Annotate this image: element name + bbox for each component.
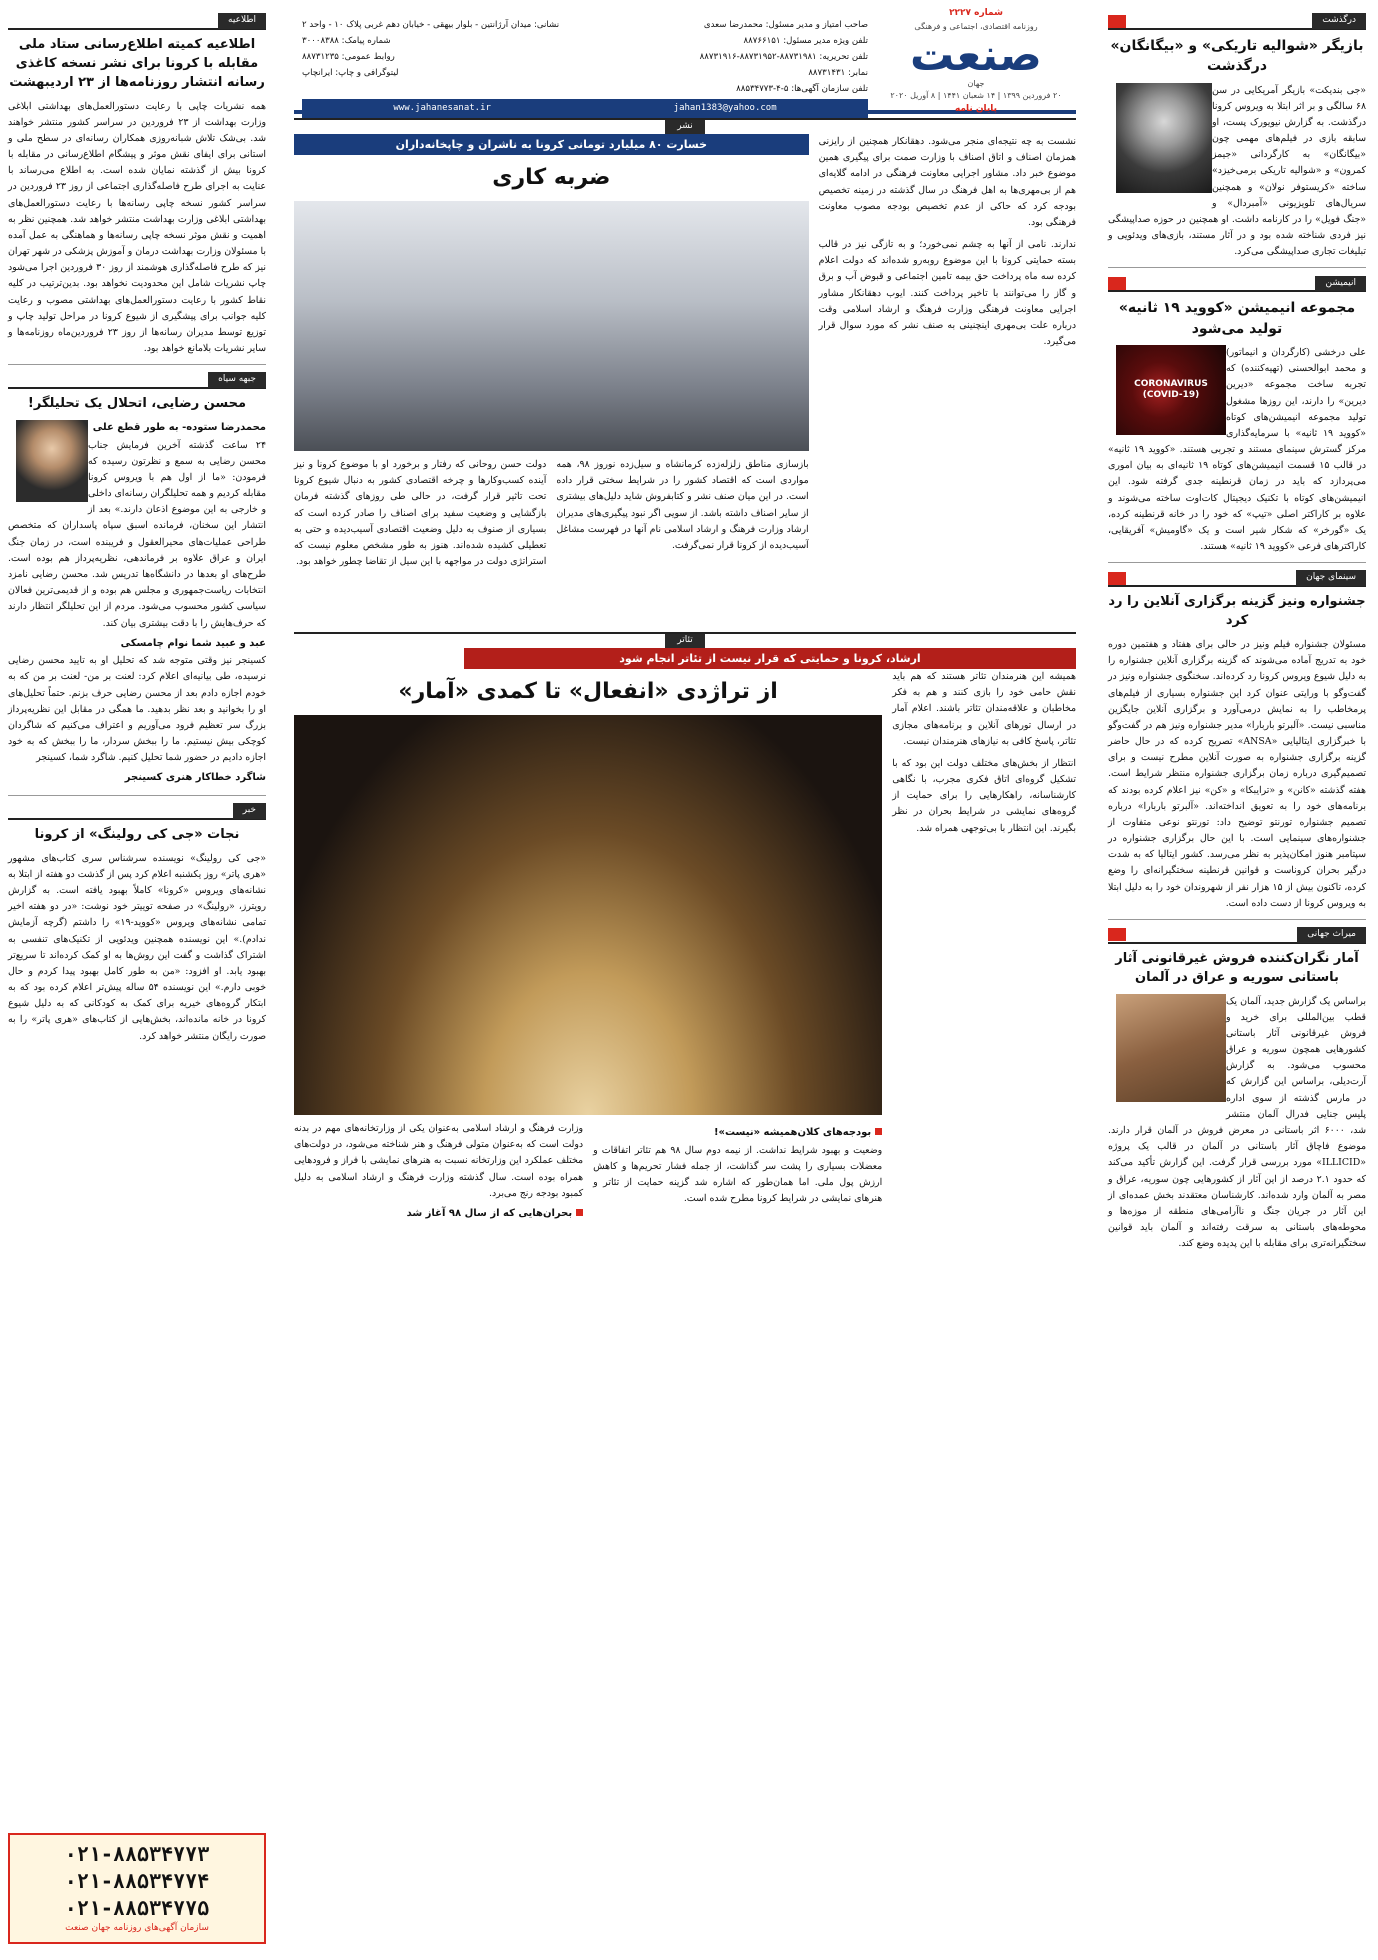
- theater-kicker: ارشاد، کرونا و حمایتی که قرار نیست از تئاتر انجام شود: [464, 648, 1076, 669]
- info-cell: تلفن سازمان آگهی‌ها: ۵-۴-۸۸۵۳۴۷۷۳: [736, 83, 868, 94]
- top-col-1: دولت حسن روحانی که رفتار و برخورد او با موضوع کرونا و نیز آینده کسب‌وکارها و چرخه اقتصادی کشور به دنبال شیوع کرونا تحت تاثیر قرار گرفت، در حالی طی روزهای گذشته فرمان بازگشایی و وضعیت سفید برای اصناف را صادر کرده است که بسیاری از صنوف به دلیل وضعیت اقتصادی آسیب‌دیده و حتی به تعطیلی کشیده شده‌اند. هنوز به طور مشخص معلوم نیست که استراتژی دولت در مواجهه با این سیل از تقاضا چطور خواهد بود.: [293, 459, 547, 568]
- top-col-4: نشست به چه نتیجه‌ای منجر می‌شود. دهقانکار همچنین از رایزنی همزمان اصناف و اتاق اصناف با وزارت صمت برای پیگیری همین موضوع خبر داد. مشاور اجرایی معاونت فرهنگی در ادامه گلایه‌ای هم از بی‌مهری‌ها به اهل فرهنگ در سال گذشته در زمینه تخصیص بودجه کرد که حاکی از عدم تخصیص بودجه مصوب معاونت فرهنگی بود.: [818, 136, 1076, 228]
- divider: [8, 788, 266, 796]
- top-article-col-left-texts: [819, 134, 1076, 632]
- right-column: [1108, 14, 1366, 1944]
- anim-title: مجموعه انیمیشن «کووید ۱۹ ثانیه» تولید می‌شود: [1118, 300, 1356, 337]
- info-row: [302, 18, 868, 34]
- info-row: [302, 50, 868, 66]
- info-cell: روابط عمومی: ۸۸۷۳۱۲۳۵: [302, 51, 395, 62]
- news-title: نجات «جی کی رولینگ» از کرونا: [34, 826, 240, 842]
- cinema-body: مسئولان جشنواره فیلم ونیز در حالی برای هفتاد و هفتمین دوره خود به تدریج آماده می‌شوند که گزینه برگزاری آنلاین جشنواره را به دلیل شیوع ویروس کرونا رد کرده‌اند. سخنگوی جشنواره ونیز در گفت‌وگو با ورایتی عنوان کرد این جشنواره بسیاری از فیلم‌های پرمخاطب را به نمایش درمی‌آورد و برگزاری آنلاین جایگزین مناسبی نیست. «آلبرتو باربارا» مدیر جشنواره ونیز هم در گفت‌وگو با خبرگزاری ایتالیایی «ANSA» تصریح کرده که در حال حاضر گزینه برگزاری جشنواره به صورت آنلاین مطرح نیست و برای تصمیم‌گیری درباره زمان برگزاری جشنواره منتظر شرایط است. هفته گذشته «کانن» و «ترایبکا» و «کن» نیز اعلام کرده بودند که برنامه‌های خود را به تعویق انداخته‌اند. «آلبرتو باربارا» درباره تصمیم جشنواره تورنتو توضیح داد: تورنتو نوعی متفاوت از جشنواره‌های سینمایی است. با این حال برگزاری جشنواره در سپتامبر هنوز امکان‌پذیر به نظر می‌رسد. کشور ایتالیا که به شدت درگیر بحران کروناست و قوانین قرنطینه سختگیرانه‌ای را وضع کرده، تاکنون بیش از ۱۵ هزار نفر از شهروندان خود را به دلیل ابتلا به ویروس کرونا از دست داده است.: [1108, 639, 1366, 909]
- theater-text-b: [294, 1121, 583, 1223]
- logo-sub: جهان: [967, 78, 985, 88]
- ad-phone-box: [8, 1833, 266, 1944]
- theater-article: [294, 669, 1076, 1223]
- notice-title: اطلاعیه کمیته اطلاع‌رسانی ستاد ملی مقابله با کرونا برای نشر نسخه کاغذی رسانه انتشار روزنامه‌ها از ۲۳ اردیبهشت: [9, 37, 265, 90]
- divider: [8, 357, 266, 365]
- top-col-3: ندارند. نامی از آنها به چشم نمی‌خورد؛ و به تازگی نیز در قالب بسته حمایتی کرونا با این موضوع روبه‌رو شده‌اند که دولت اعلام کرده سه ماه پرداخت حق بیمه تامین اجتماعی و قبوض آب و برق و گاز را می‌توانند با تاخیر پرداخت کنند. ایوب دهقانکار مشاور اجرایی معاونت فرهنگی وزارت فرهنگ و ارشاد اسلامی وقت درباره علت بی‌مهری اینچنینی به صنف نشر که مورد سوال قرار می‌گیرد.: [818, 239, 1076, 348]
- top-section-label: نشر: [665, 120, 705, 134]
- theater-col-3: انتظار از بخش‌های مختلف دولت این بود که با تشکیل گروه‌ای اتاق فکری مجرب، با نگاهی کارشناسانه، راهکارهایی را برای حمایت از گروه‌های نمایشی در شرایط بحران در نظر بگیرند. این انتظار با بی‌توجهی همراه شد.: [892, 757, 1076, 834]
- letter-title: عبد و عبید شما نوام چامسکی: [120, 637, 266, 649]
- front-author: محمدرضا ستوده- به طور قطع علی: [92, 422, 266, 434]
- top-section-bar: [294, 118, 1076, 134]
- top-col-2: بازسازی مناطق زلزله‌زده کرمانشاه و سیل‌زده نوروز ۹۸، همه مواردی است که اقتصاد کشور را در شرایط سختی قرار داده است. در این میان صنف نشر و کتابفروش شاید دلیل‌های بیشتری از سایر اصناف داشته باشد. از سویی اگر نبود پیگیری‌های مدیران ارشاد وزارت فرهنگ و ارشاد اسلامی نام آنها در فهرست مشاغل آسیب‌دیده از کرونا قرار نمی‌گرفت.: [556, 459, 809, 551]
- letter-body: کسینجر نیز وقتی متوجه شد که تحلیل او به تایید محسن رضایی نرسیده، طی بیانیه‌ای اعلام کرد: لعنت بر من- لعنت بر من که به خودم اجازه دادم بعد از محسن رضایی حرف بزنم. حتماً تحلیل‌های او را بخوانید و بعد نظر بدهید. ما همگی در مقابل این نظریه‌پرداز بزرگ سر تعظیم فرود می‌آوریم و اعتراف می‌کنیم که شاگردان کوچکی بیش نیستیم. ما را ببخش سردار، ما را ببخش که به خود اجازه دادیم در حضور شما تحلیل کنیم. شاگرد شما، کسینجر: [8, 655, 266, 764]
- top-title: ضربه کاری: [492, 165, 611, 191]
- theater-subhead-2: [593, 1125, 882, 1141]
- email-link[interactable]: jahan1383@yahoo.com: [673, 103, 777, 114]
- theater-main: [294, 669, 882, 1223]
- theater-col-4: همیشه این هنرمندان تئاتر هستند که هم باید نقش حامی خود را بازی کنند و هم به فکر مخاطبان و علاقه‌مندان تئاتر باشند. اعلام آمار در ارسال تورهای آنلاین و برنامه‌های مجازی تئاتر، پاسخ کافی به نیازهای هنرمندان نیست.: [892, 671, 1076, 747]
- heritage-body: براساس یک گزارش جدید، آلمان یک قطب بین‌المللی برای خرید و فروش غیرقانونی آثار باستانی کشورهایی همچون سوریه و عراق محسوب می‌شود. به گزارش آرت‌دیلی، براساس این گزارش که در مارس گذشته از سوی اداره پلیس جنایی فدرال آلمان منتشر شد، ۶۰۰۰ اثر باستانی در معرض فروش در آلمان قرار دارند. موضوع فاچاق آثار باستانی در آلمان در قالب یک پروژه «ILLICID» مورد بررسی قرار گرفت. این گزارش تأکید می‌کند که حدود ۲.۱ درصد از این آثار از کشورهایی چون سوریه، عراق و مصر به آلمان وارد شده‌اند. کارشناسان معتقدند بخش عمده‌ای از این آثار در جریان جنگ و ناآرامی‌های منطقه از موزه‌ها و محوطه‌های باستانی به سرقت رفته‌اند و آلمان باید قوانین سختگیرانه‌تری برای مقابله با این پدیده وضع کند.: [1108, 995, 1366, 1250]
- obit-section-tag: [1108, 14, 1366, 30]
- front-body: ۲۴ ساعت گذشته آخرین فرمایش جناب محسن رضایی به سمع و نظرتون رسیده که فرمودن: «ما از اول هم با ویروس کرونا مقابله کردیم و همه تحلیلگران رسانه‌ای داخلی و خارجی به این موضوع اذعان دارند.» بعد از انتشار این سخنان، فرمانده اسبق سپاه پاسداران که متخصص طراحی عملیات‌های محیرالعقول و فریبنده است، در زمان جنگ ایران و عراق علاوه بر فرماندهی، نظریه‌پرداز هم بوده است. طرح‌های او بعدها در دانشگاه‌ها تدریس شد. محسن رضایی نامزد انتخابات ریاست‌جمهوری و مجلس هم بوده و از قدیمی‌ترین فعالان سیاسی کشور محسوب می‌شود. مردم از این تحلیلگر انتظار دارند که حرف‌هایش را با دقت بیشتری بیان کند.: [8, 439, 266, 629]
- heritage-section-label: میراث جهانی: [1297, 927, 1366, 943]
- info-cell: نمابر: ۸۸۷۳۱۴۳۱: [808, 67, 868, 78]
- notice-body: همه نشریات چاپی با رعایت دستورالعمل‌های بهداشتی ابلاغی وزارت بهداشت از ۲۳ فروردین در سراسر کشور منتشر خواهند شد. بی‌شک تلاش شبانه‌روزی همکاران رسانه‌ای در سطح ملی و استانی برای ایفای نقش موثر و پیشگام اطلاع‌رسانی در مقابله با کرونا بیش از گذشته نمایان شده است. به اطلاع می‌رساند با عنایت به اجرای طرح فاصله‌گذاری اجتماعی از روز ۲۳ فروردین در سراسر کشور نسخه چاپی رسانه‌ها با رعایت دستورالعمل‌های بهداشتی ابلاغی وزارت بهداشت منتشر خواهد شد. همچنین نظر به اهمیت و نقش موثر نسخه چاپی رسانه‌ها و هماهنگی به عمل آمده با مسئولان وزارت بهداشت درمان و آموزش پزشکی در شهر تهران نیز که طرح فاصله‌گذاری هوشمند از روز ۳۰ فروردین اجرا می‌شود چاپ نشریات شامل این محدودیت نخواهد بود. بدین‌ترتیب در کلیه نقاط کشور با رعایت دستورالعمل‌های بهداشتی مصوب و رعایت کلیه جوانب برای پیشگیری از شیوع کرونا در مراحل تولید چاپ و توزیع توسط مدیران رسانه‌ها از روز ۲۳ فروردین‌ماه روزنامه‌ها و سایر نشریات بلامانع خواهد بود.: [8, 100, 266, 355]
- obit-section-label: درگذشت: [1312, 13, 1366, 29]
- top-kicker: خسارت ۸۰ میلیارد تومانی کرونا به ناشران و چاپخانه‌داران: [294, 134, 809, 155]
- theater-subhead-text: بحران‌هایی که از سال ۹۸ آغاز شد: [406, 1208, 573, 1219]
- obit-title: بازیگر «شوالیه تاریکی» و «بیگانگان» درگذشت: [1110, 38, 1364, 75]
- news-body: «جی کی رولینگ» نویسنده سرشناس سری کتاب‌های مشهور «هری پاتر» روز یکشنبه اعلام کرد پس از گذشت دو هفته از ابتلا به نشانه‌های ویروس «کرونا» کاملاً بهبود یافته است. به گزارش رویترز، «رولینگ» در صفحه توییتر خود نوشت: «در دو هفته اخیر تمامی نشانه‌های ویروس «کووید-۱۹» را داشتم (گرچه آزمایش ندادم).» این نویسنده همچنین ویدئویی از تکنیک‌های تنفسی به اشتراک گذاشت و گفت این روش‌ها به او کمک کرده‌اند تا سریع‌تر بهبود یابد. او افزود: «من به طور کامل بهبود پیدا کردم و حال خوبی دارم.» این نویسنده ۵۴ ساله پیش‌تر اعلام کرده بود که به ابتکار گروه‌های خیریه برای کمک به کودکانی که به دلیل شیوع کرونا در خانه مانده‌اند، بخش‌هایی از کتاب‌های «هری پاتر» را به صورت رایگان منتشر خواهد کرد.: [8, 852, 266, 1042]
- notice-section-label: اطلاعیه: [218, 13, 266, 29]
- info-cell: تلفن ویژه مدیر مسئول: ۸۸۷۶۶۱۵۱: [743, 35, 868, 46]
- news-section-tag: [8, 804, 266, 820]
- bullet-square-icon: [576, 1209, 583, 1216]
- info-cell: تلفن تحریریه: ۸۸۷۳۱۹۸۱-۸۸۷۳۱۹۵۲-۸۸۷۳۱۹۱۶: [699, 51, 868, 62]
- section-marker-icon: [1108, 572, 1126, 585]
- notice-section-tag: [8, 14, 266, 30]
- theater-under-photo: [294, 1121, 882, 1223]
- info-cell: لیتوگرافی و چاپ: ایرانچاپ: [302, 67, 399, 78]
- info-row: [302, 82, 868, 98]
- top-article-main: [294, 134, 809, 632]
- actor-portrait-photo: [1116, 83, 1212, 193]
- heritage-title: آمار نگران‌کننده فروش غیرقانونی آثار باستانی سوریه و عراق در آلمان: [1115, 950, 1359, 985]
- left-column: [8, 14, 266, 1944]
- website-link[interactable]: www.jahanesanat.ir: [393, 103, 491, 114]
- anim-section-tag: [1108, 276, 1366, 292]
- front-section-tag: [8, 373, 266, 389]
- heritage-section-tag: [1108, 928, 1366, 944]
- top-under-photo: [294, 457, 809, 570]
- letter-sign: شاگرد خطاکار هنری کسینجر: [124, 772, 266, 784]
- cinema-section-label: سینمای جهان: [1296, 570, 1366, 586]
- logo-wordmark: صنعت: [910, 29, 1042, 81]
- theater-title: از تراژدی «انفعال» تا کمدی «آمار»: [398, 679, 778, 705]
- masthead-tagline: روزنامه اقتصادی، اجتماعی و فرهنگی: [914, 22, 1038, 32]
- section-marker-icon: [1108, 277, 1126, 290]
- ad-phone: ۰۲۱-۸۸۵۳۴۷۷۵: [64, 1896, 210, 1921]
- coronavirus-photo-label: CORONAVIRUS (COVID-19): [1134, 379, 1208, 401]
- masthead-logo: [876, 8, 1076, 114]
- info-row: [302, 66, 868, 82]
- divider: [1108, 555, 1366, 563]
- cinema-section-tag: [1108, 571, 1366, 587]
- divider: [1108, 260, 1366, 268]
- top-article: [294, 134, 1076, 632]
- section-marker-icon: [1108, 15, 1126, 28]
- theater-subhead-2-text: بودجه‌های کلان‌همیشه «نیست»!: [713, 1127, 872, 1139]
- theater-col-side: [892, 669, 1076, 1223]
- section-marker-icon: [1108, 928, 1126, 941]
- artifacts-photo: [1116, 994, 1226, 1102]
- theater-section-bar: [294, 632, 1076, 648]
- theater-hall-photo: [294, 715, 882, 1115]
- printing-house-photo: [294, 201, 809, 451]
- news-section-label: خبر: [233, 803, 266, 819]
- anim-body: علی درخشی (کارگردان و انیماتور) و محمد ابوالحسنی (تهیه‌کننده) که تجربه ساخت مجموعه «دیرین دیرین» را دارند، این روزها مشغول تولید مجموعه انیمیشن‌های کوتاه «کووید ۱۹ ثانیه» با سرمایه‌گذاری مرکز گسترش سینمای مستند و تجربی هستند. «کووید ۱۹ ثانیه» در قالب ۱۵ قسمت انیمیشن‌های کوتاه ۱۹ ثانیه‌ای به بیان اموری می‌پردازد که باید در زمان قرنطینه جدی گرفته شود. این انیمیشن‌های کوتاه با تکنیک دیجیتال کات‌اوت ساخته می‌شوند و علاوه بر کاراکتر اصلی «تیپ» که خود را در خانه قرنطینه کرده، یک «گورخر» که شکار شیر است و یک «گاومیش» آفریقایی، کاراکترهای فرعی «کووید ۱۹ ثانیه» هستند.: [1108, 347, 1366, 553]
- main-column: [293, 8, 1076, 1960]
- ad-label: سازمان آگهی‌های روزنامه جهان صنعت: [65, 1923, 209, 1934]
- front-section-label: جبهه سیاه: [208, 372, 266, 388]
- theater-text-a: [593, 1121, 882, 1223]
- obit-body: «جی بندیکت» بازیگر آمریکایی در سن ۶۸ سالگی و بر اثر ابتلا به ویروس کرونا درگذشت. به گزارش نیویورک پست، او سابقه بازی در فیلم‌های مهمی چون «بیگانگان» به کارگردانی «جیمز کمرون» و «شوالیه تاریکی برمی‌خیزد» ساخته «کریستوفر نولان» و همچنین سریال‌های تلویزیونی «آمبردال» و «جنگ فویل» را در کارنامه داشت. او همچنین در حوزه صداپیشگی نیز فردی شناخته شده بود و در آثار مستند، بازی‌های ویدئویی و تبلیغات تجاری صداپیشگی می‌کرد.: [1108, 84, 1366, 258]
- masthead-info: [294, 14, 876, 114]
- ad-phone: ۰۲۱-۸۸۵۳۴۷۷۴: [64, 1869, 210, 1894]
- cinema-title: جشنواره ونیز گزینه برگزاری آنلاین را رد کرد: [1108, 594, 1366, 629]
- theater-section-label: تئاتر: [665, 634, 704, 648]
- info-cell: نشانی: میدان آرژانتین - بلوار بیهقی - خیابان دهم غربی پلاک ۱۰ - واحد ۲: [302, 20, 560, 30]
- supplement-label: پایان نامه: [954, 103, 998, 114]
- coronavirus-photo: [1116, 345, 1226, 435]
- info-cell: شماره پیامک: ۳۰۰۰۸۳۸۸: [302, 35, 391, 46]
- theater-subhead: [294, 1206, 583, 1222]
- author-photo: [16, 420, 88, 502]
- front-title: محسن رضایی، اتحلال یک تحلیلگر!: [27, 396, 247, 412]
- theater-col-1: وزارت فرهنگ و ارشاد اسلامی به‌عنوان یکی از وزارتخانه‌های مهم در بدنه دولت است که به‌عنوان متولی فرهنگ و هنر شناخته می‌شود، در دولت‌های مختلف عملکرد این وزارتخانه نسبت به هنرهای نمایشی با فراز و فرودهایی همراه بوده است. سال گذشته وزارت فرهنگ و ارشاد اسلامی به دلیل کمبود بودجه رنج می‌برد.: [294, 1123, 584, 1199]
- issue-date: ۲۰ فروردین ۱۳۹۹ | ۱۴ شعبان ۱۴۴۱ | ۸ آوریل ۲۰۲۰: [890, 91, 1062, 101]
- bullet-square-icon: [875, 1128, 882, 1135]
- info-cell: صاحب امتیاز و مدیر مسئول: محمدرضا سعدی: [703, 20, 868, 30]
- issue-number: شماره ۲۲۲۷: [949, 8, 1003, 19]
- info-row: [302, 34, 868, 50]
- divider: [1108, 912, 1366, 920]
- anim-section-label: انیمیشن: [1315, 276, 1366, 292]
- theater-col-2: وضعیت و بهبود شرایط نداشت. از نیمه دوم سال ۹۸ هم تئاتر اتفاقات و معضلات بسیاری را پشت سر گذاشت، از جمله فشار تحریم‌ها و کاهش ارزش پول ملی. اما همان‌طور که اشاره شد گزینه حمایت از تئاتر و هنرهای نمایشی در شرایط کرونا مطرح شده است.: [593, 1144, 883, 1205]
- ad-phone: ۰۲۱-۸۸۵۳۴۷۷۳: [64, 1842, 210, 1867]
- masthead: [294, 8, 1076, 114]
- web-strip: [302, 99, 868, 118]
